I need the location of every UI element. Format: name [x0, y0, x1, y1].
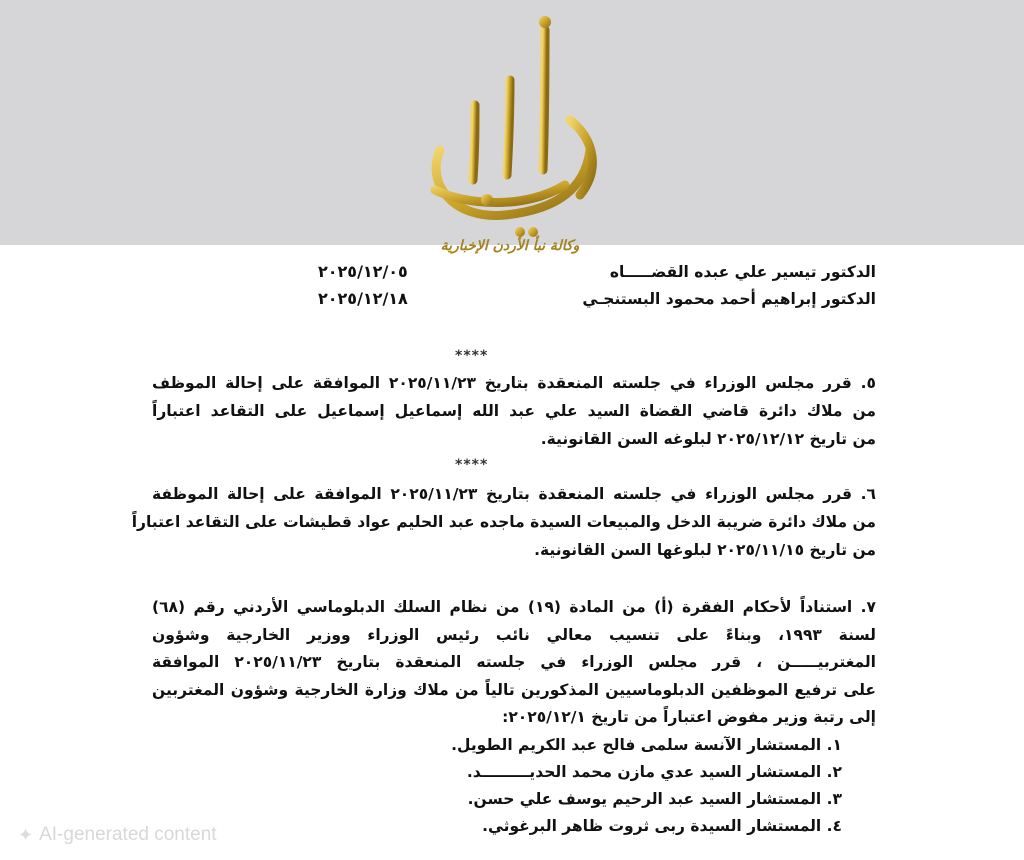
- para7-line4: على ترفيع الموظفين الدبلوماسيين المذكورين تالياً من ملاك وزارة الخارجية وشؤون المغتربين: [152, 681, 876, 699]
- separator-1: ****: [455, 348, 489, 364]
- sparkle-icon: ✦: [18, 824, 34, 845]
- para6-line2: من ملاك دائرة ضريبة الدخل والمبيعات السيدة ماجده عبد الحليم عواد قطيشات على التقاعد اعتباراً: [131, 513, 876, 531]
- para7-line1: ٧. استناداً لأحكام الفقرة (أ) من المادة (١٩) من نظام السلك الدبلوماسي الأردني رقم (٦٨): [152, 598, 876, 616]
- signature-date-2: ٢٠٢٥/١٢/١٨: [318, 289, 408, 308]
- list-item-2: ٢. المستشار السيد عدي مازن محمد الحديـــــــــد.: [466, 763, 842, 781]
- para7-line5: إلى رتبة وزير مفوض اعتباراً من تاريخ ٢٠٢٥/١٢/١:: [502, 708, 876, 726]
- para5-line2: من ملاك دائرة قاضي القضاة السيد علي عبد الله إسماعيل إسماعيل على التقاعد اعتباراً: [152, 402, 876, 420]
- ai-generated-text: AI-generated content: [39, 824, 217, 845]
- para7-line3: المغتربيـــــن ، قرر مجلس الوزراء في جلسته المنعقدة بتاريخ ٢٠٢٥/١١/٢٣ الموافقة: [152, 653, 876, 671]
- para7-line2: لسنة ١٩٩٣، وبناءً على تنسيب معالي نائب رئيس الوزراء ووزير الخارجية وشؤون: [152, 626, 876, 644]
- list-item-3: ٣. المستشار السيد عبد الرحيم يوسف علي حسن.: [467, 790, 842, 808]
- signature-date-1: ٢٠٢٥/١٢/٠٥: [318, 262, 408, 281]
- para6-line3: من تاريخ ٢٠٢٥/١١/١٥ لبلوغها السن القانونية.: [534, 541, 876, 559]
- ai-generated-label: [18, 824, 217, 846]
- separator-2: ****: [455, 457, 489, 473]
- para6-line1: ٦. قرر مجلس الوزراء في جلسته المنعقدة بتاريخ ٢٠٢٥/١١/٢٣ الموافقة على إحالة الموظفة: [152, 485, 876, 503]
- para5-line3: من تاريخ ٢٠٢٥/١٢/١٢ لبلوغه السن القانونية.: [540, 430, 876, 448]
- list-item-4: ٤. المستشار السيدة ربى ثروت ظاهر البرغوثي.: [482, 817, 842, 835]
- logo-caption: وكالة نبأ الأردن الإخبارية: [440, 238, 580, 254]
- list-item-1: ١. المستشار الآنسة سلمى فالح عبد الكريم الطويل.: [451, 736, 842, 754]
- signature-name-1: الدكتور تيسير علي عبده القضـــــاه: [609, 263, 876, 281]
- signature-name-2: الدكتور إبراهيم أحمد محمود البستنجـي: [582, 290, 876, 308]
- para5-line1: ٥. قرر مجلس الوزراء في جلسته المنعقدة بتاريخ ٢٠٢٥/١١/٢٣ الموافقة على إحالة الموظف: [152, 374, 876, 392]
